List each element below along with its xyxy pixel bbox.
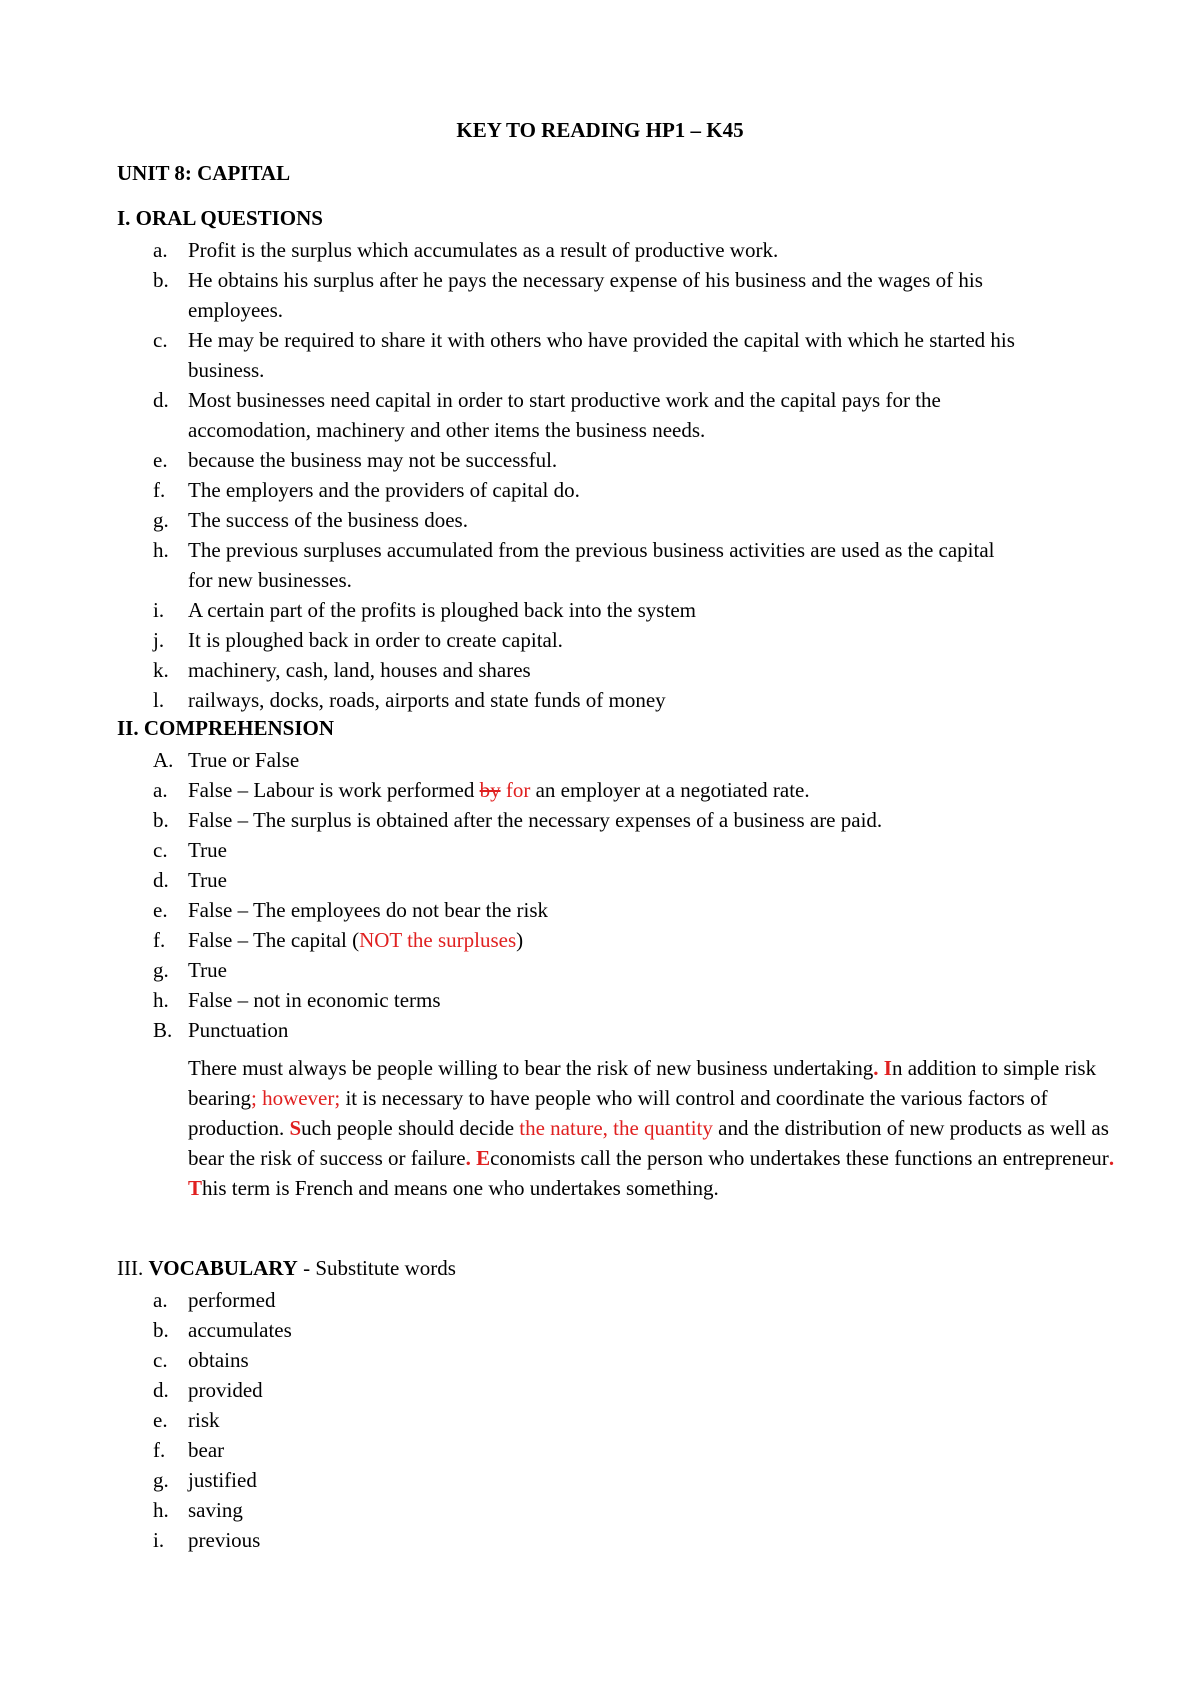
unit-heading: UNIT 8: CAPITAL — [117, 161, 291, 185]
struck-word: by — [479, 778, 501, 802]
correction-word: for — [505, 778, 531, 802]
section-oral-questions-heading: I. ORAL QUESTIONS — [117, 206, 323, 230]
correction-note: NOT the surpluses — [359, 928, 517, 952]
document-title: KEY TO READING HP1 – K45 — [456, 118, 744, 142]
document-page: KEY TO READING HP1 – K45 UNIT 8: CAPITAL I. ORAL QUESTIONS a. Profit is the surplus which accumulates as a result of productive work. b. He obtains his surplus after he pays the necessary expense of his business and the wages of his employees. c. He may be required to share it with others who have provided the capital with which he started his business. d. Most businesses need capital in order to start productive work and the capital pays for the accomodation, machinery and other items the business needs. e. because the business may not be successful. f. The employers and the providers of capital do. g. The success of the business does. h. The previous surpluses accumulated from the previous business activities are used as the capital for new businesses. i. A certain part of the profits is ploughed back into the system j. It is ploughed back in order to create capital. k. machinery, cash, land, houses and shares l. railways, docks, roads, airports and state funds of money II. COMPREHENSION A. True or False a. False – Labour is work performed by for an employer at a negotiated rate. b. False – The surplus is obtained after the necessary expenses of a business are paid. c. True d. True e. False – The employees do not bear the risk f. False – The capital (NOT the surpluses) g. True h. False – not in economic terms B. Punctuation There must always be people willing to bear the risk of new business undertaking. In addition to simple risk bearing; however; it is necessary to have people who will control and coordinate the various factors of production. Such people should decide the nature, the quantity and the distribution of new products as well as bear the risk of success or failure. Economists call the person who undertakes these functions an entrepreneur. This term is French and means one who undertakes something. III. VOCABULARY - Substitute words a. performed b. accumulates c. obtains d. provided e. risk f. bear g. justified h. saving i. previous — [0, 0, 1200, 1698]
punctuation-paragraph: There must always be people willing to bear the risk of new business undertaking. In addition to simple risk bearing; however; it is necessary to have people who will control and coordinate the various factors of production. Such people should decide the nature, the quantity and the distribution of new products as well as bear the risk of success or failure. Economists call the person who undertakes these functions an entrepreneur. This term is French and means one who undertakes something. — [188, 1056, 1115, 1200]
section-vocabulary-heading: III. VOCABULARY - Substitute words — [117, 1256, 456, 1280]
section-comprehension-heading: II. COMPREHENSION — [117, 716, 335, 740]
